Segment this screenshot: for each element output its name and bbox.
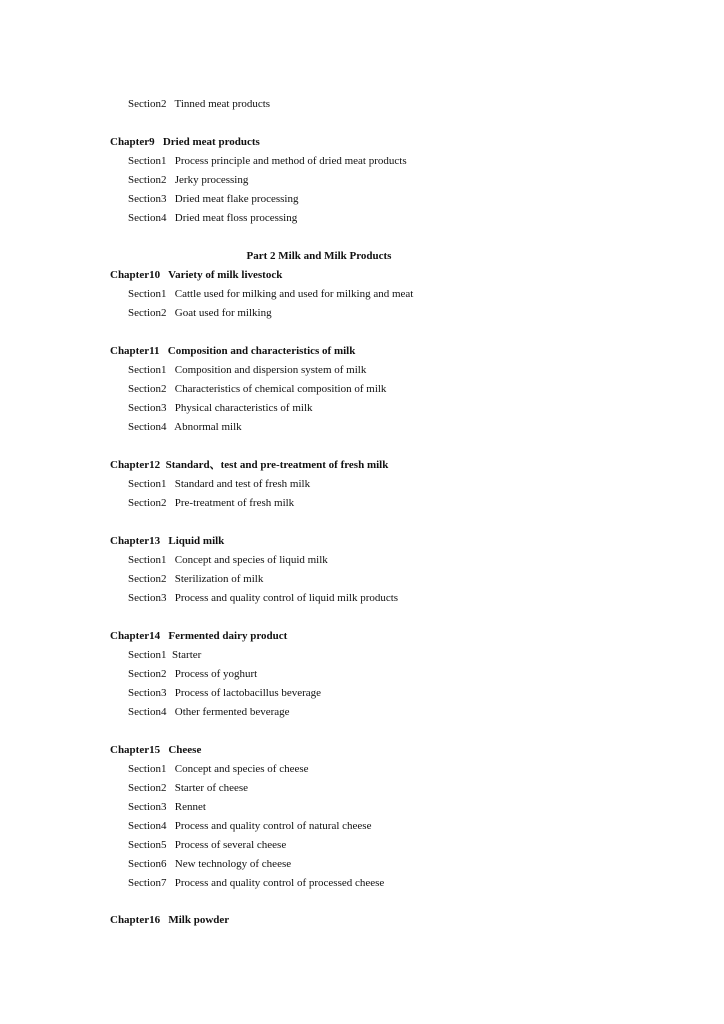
chapter-heading: Chapter14 Fermented dairy product <box>110 630 288 642</box>
chapter-heading: Chapter9 Dried meat products <box>110 136 260 148</box>
chapter-heading: Chapter10 Variety of milk livestock <box>110 269 283 281</box>
section-line: Section2 Characteristics of chemical composition of milk <box>128 383 387 395</box>
section-line: Section5 Process of several cheese <box>128 839 287 851</box>
section-line: Section3 Dried meat flake processing <box>128 193 299 205</box>
chapter-heading: Chapter13 Liquid milk <box>110 535 225 547</box>
section-line: Section1 Standard and test of fresh milk <box>128 478 311 490</box>
section-line: Section3 Physical characteristics of milk <box>128 402 313 414</box>
chapter-heading: Chapter15 Cheese <box>110 744 202 756</box>
section-line: Section6 New technology of cheese <box>128 858 292 870</box>
section-line: Section1 Concept and species of cheese <box>128 763 309 775</box>
section-line: Section2 Goat used for milking <box>128 307 272 319</box>
section-line: Section1 Composition and dispersion system of milk <box>128 364 367 376</box>
section-line: Section2 Sterilization of milk <box>128 573 264 585</box>
section-line: Section3 Process of lactobacillus beverage <box>128 687 322 699</box>
section-line: Section3 Process and quality control of liquid milk products <box>128 592 399 604</box>
section-line: Section2 Starter of cheese <box>128 782 249 794</box>
section-line: Section2 Process of yoghurt <box>128 668 258 680</box>
part-heading: Part 2 Milk and Milk Products <box>246 250 392 262</box>
chapter-heading: Chapter11 Composition and characteristics of milk <box>110 345 356 357</box>
section-line: Section2 Pre-treatment of fresh milk <box>128 497 295 509</box>
section-line: Section4 Process and quality control of natural cheese <box>128 820 372 832</box>
chapter-heading: Chapter12 Standard、test and pre-treatment of fresh milk <box>110 459 389 471</box>
section-line: Section1 Cattle used for milking and used for milking and meat <box>128 288 414 300</box>
section-line: Section2 Jerky processing <box>128 174 249 186</box>
section-line: Section4 Dried meat floss processing <box>128 212 298 224</box>
section-line: Section3 Rennet <box>128 801 206 813</box>
chapter-heading: Chapter16 Milk powder <box>110 914 230 926</box>
section-line: Section2 Tinned meat products <box>128 98 271 110</box>
section-line: Section4 Other fermented beverage <box>128 706 290 718</box>
section-line: Section1 Concept and species of liquid milk <box>128 554 328 566</box>
section-line: Section1 Starter <box>128 649 202 661</box>
section-line: Section7 Process and quality control of processed cheese <box>128 877 385 889</box>
section-line: Section4 Abnormal milk <box>128 421 242 433</box>
section-line: Section1 Process principle and method of dried meat products <box>128 155 407 167</box>
